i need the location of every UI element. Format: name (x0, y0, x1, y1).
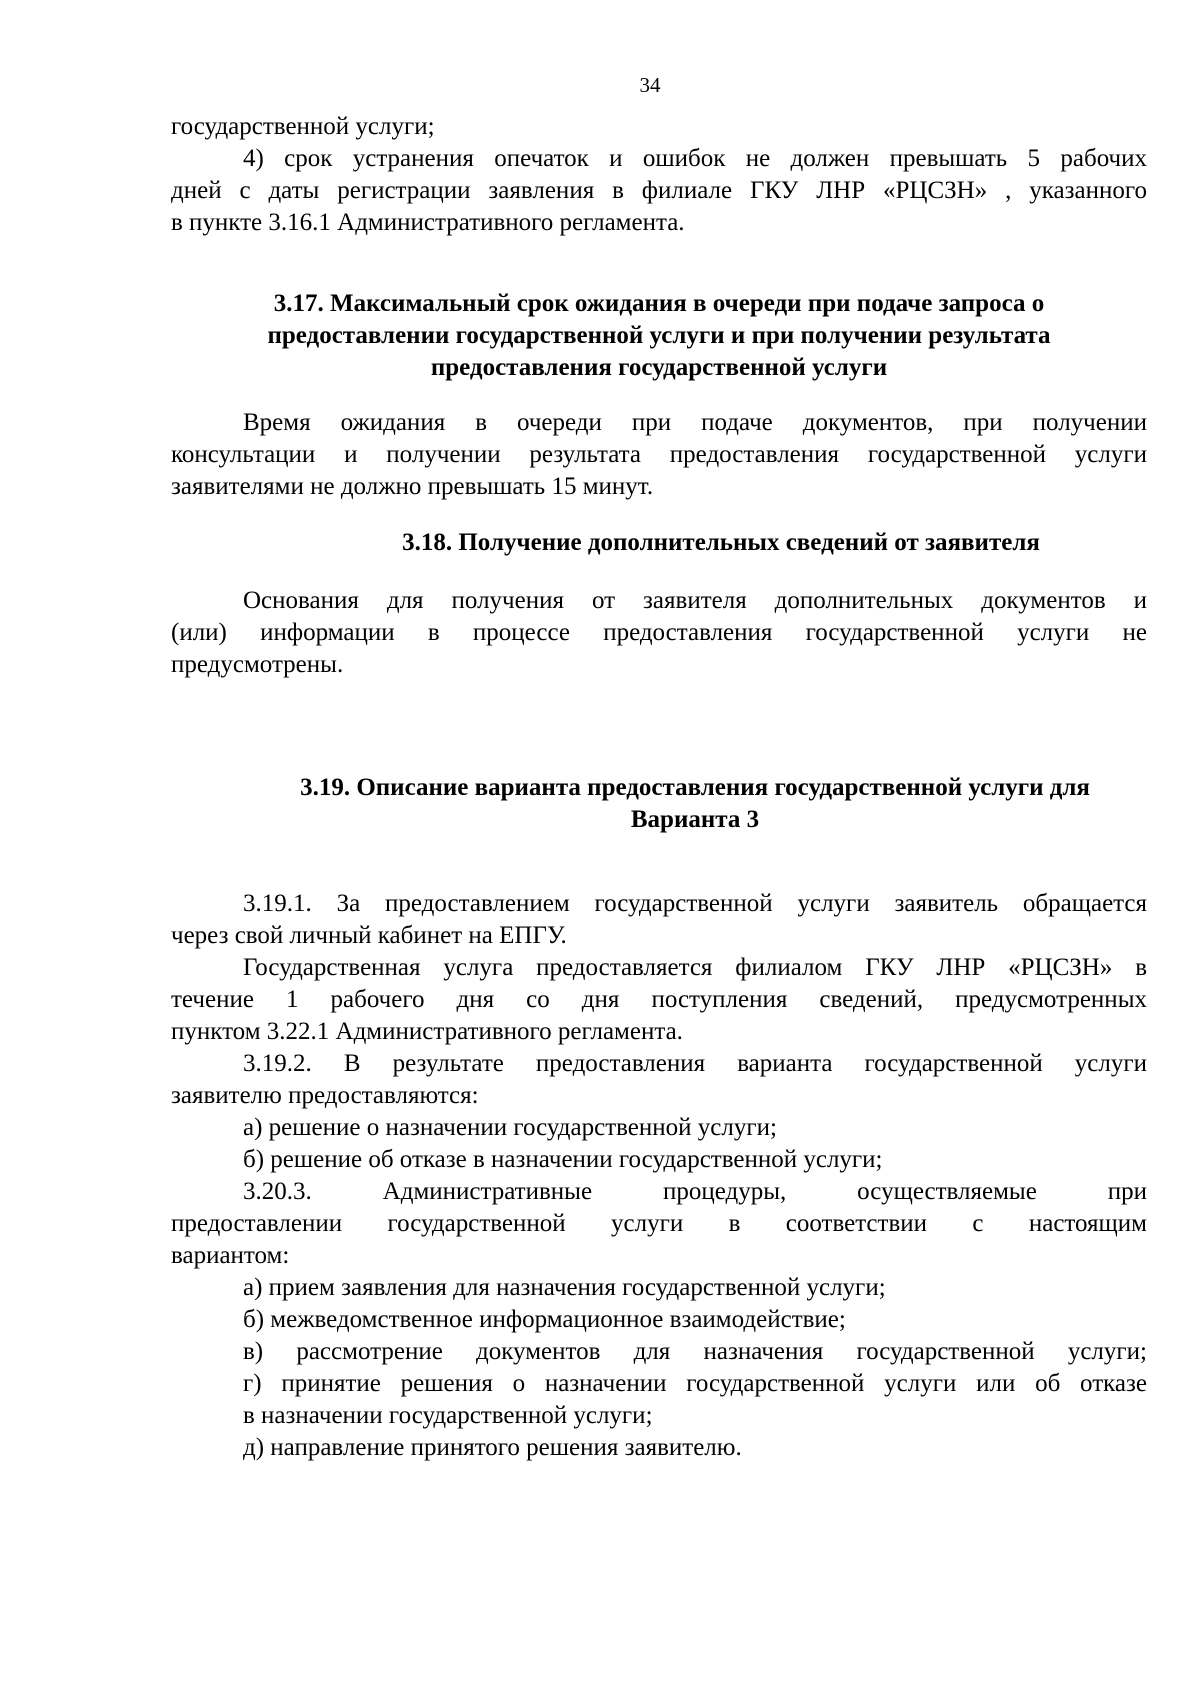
text-line: 4) срок устранения опечаток и ошибок не должен превышать 5 рабочих (243, 145, 1147, 172)
heading-line: 3.19. Описание варианта предоставления государственной услуги для (300, 774, 1090, 801)
paragraph-3-17 (171, 407, 1147, 503)
text-line: предусмотрены. (171, 651, 344, 678)
list-item: а) прием заявления для назначения государственной услуги; (243, 1274, 886, 1301)
section-heading-3-19 (171, 772, 1147, 836)
list-item: д) направление принятого решения заявителю. (243, 1434, 742, 1461)
heading-line: 3.17. Максимальный срок ожидания в очереди при подаче запроса о (273, 290, 1045, 317)
text-line: в пункте 3.16.1 Административного регламента. (171, 209, 685, 236)
list-item: в) рассмотрение документов для назначения государственной услуги; (243, 1338, 1147, 1365)
text-line: Время ожидания в очереди при подаче документов, при получении (243, 409, 1147, 436)
heading-line: предоставлении государственной услуги и при получении результата (267, 322, 1051, 349)
text-line: через свой личный кабинет на ЕПГУ. (171, 922, 567, 949)
text-line: дней с даты регистрации заявления в филиале ГКУ ЛНР «РЦСЗН» , указанного (171, 177, 1147, 204)
text-line: государственной услуги; (171, 113, 435, 140)
text-line: 3.20.3. Административные процедуры, осуществляемые при (243, 1178, 1147, 1205)
text-line: вариантом: (171, 1242, 290, 1269)
paragraph-3-18 (171, 585, 1147, 681)
section-heading-3-17 (171, 288, 1147, 384)
text-line: заявителю предоставляются: (171, 1082, 479, 1109)
text-line: Основания для получения от заявителя дополнительных документов и (243, 587, 1147, 614)
heading-line: Варианта 3 (630, 806, 760, 833)
list-item: а) решение о назначении государственной услуги; (243, 1114, 777, 1141)
list-item: б) решение об отказе в назначении государственной услуги; (243, 1146, 883, 1173)
section-heading-3-18: 3.18. Получение дополнительных сведений от заявителя (402, 529, 1040, 556)
intro-block (171, 111, 1147, 239)
text-line: 3.19.2. В результате предоставления варианта государственной услуги (243, 1050, 1147, 1077)
text-line: течение 1 рабочего дня со дня поступления сведений, предусмотренных (171, 986, 1147, 1013)
text-line: 3.19.1. За предоставлением государственной услуги заявитель обращается (243, 890, 1147, 917)
heading-line: предоставления государственной услуги (430, 354, 888, 381)
text-line: консультации и получении результата предоставления государственной услуги (171, 441, 1147, 468)
text-line: заявителями не должно превышать 15 минут. (171, 473, 654, 500)
text-line: пунктом 3.22.1 Административного регламента. (171, 1018, 683, 1045)
page-number: 34 (639, 73, 661, 97)
text-line: (или) информации в процессе предоставления государственной услуги не (171, 619, 1147, 646)
list-item: б) межведомственное информационное взаимодействие; (243, 1306, 846, 1333)
list-item: в назначении государственной услуги; (243, 1402, 653, 1429)
section-body-3-19 (171, 888, 1147, 1464)
text-line: Государственная услуга предоставляется филиалом ГКУ ЛНР «РЦСЗН» в (243, 954, 1147, 981)
list-item: г) принятие решения о назначении государственной услуги или об отказе (243, 1370, 1147, 1397)
text-line: предоставлении государственной услуги в соответствии с настоящим (171, 1210, 1147, 1237)
